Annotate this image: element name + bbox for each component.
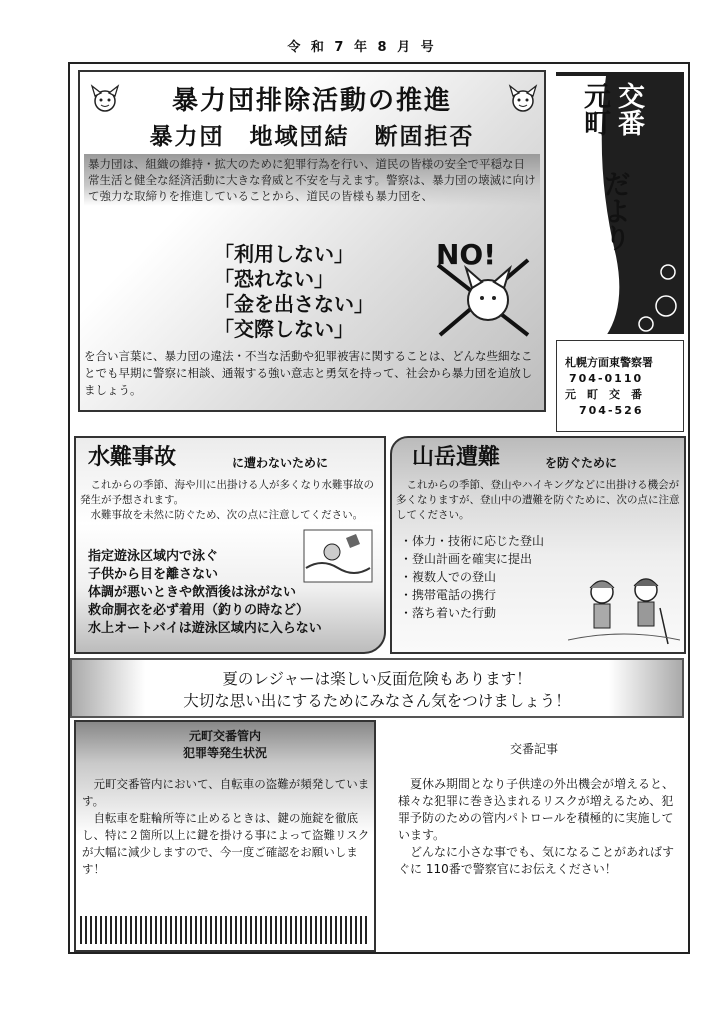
- no-mark: NO!: [436, 238, 497, 271]
- crime-title: [150, 728, 300, 762]
- hikers-illustration: [568, 568, 680, 648]
- slogan: 「交際しない」: [214, 317, 354, 341]
- mountain-title: 山岳遭難: [412, 445, 501, 470]
- banner-line: 大切な思い出にするためにみなさん気をつけましょう！: [183, 692, 571, 710]
- list-item: 子供から目を離さない: [88, 567, 219, 582]
- masthead-title-left: だより: [599, 170, 630, 251]
- issue-date: 令 和 7 年 8 月 号: [287, 40, 437, 55]
- masthead-title-mid: 交番: [613, 82, 644, 136]
- crime-title-line: 元町交番管内: [188, 729, 261, 743]
- list-item: 体調が悪いときや飲酒後は泳がない: [88, 585, 297, 600]
- stripe-decoration: [80, 916, 370, 944]
- water-tips: [88, 548, 384, 638]
- section-subtitle: 暴力団 地域団結 断固拒否: [149, 124, 475, 150]
- slogan-list: [214, 242, 404, 342]
- closing-text: を合い言葉に、暴力団の違法・不当な活動や犯罪被害に関することは、どんな些細なことでも早期に警察に相談、通報する強い意志と勇気を持って、社会から暴力団を追放しましょう。: [84, 349, 533, 397]
- crime-title-line: 犯罪等発生状況: [182, 746, 267, 760]
- section-title: 暴力団排除活動の推進: [171, 86, 452, 116]
- list-item: 救命胴衣を必ず着用（釣りの時など）: [88, 603, 310, 618]
- summer-banner: [70, 658, 684, 718]
- list-item: ・体力・技術に応じた登山: [400, 534, 545, 548]
- slogan: 「利用しない」: [214, 242, 354, 266]
- koban-name: 元 町 交 番: [565, 388, 642, 401]
- masthead-title-right: 元町: [579, 82, 610, 136]
- list-item: ・複数人での登山: [400, 570, 497, 584]
- news-title: 交番記事: [509, 742, 558, 756]
- slogan: 「恐れない」: [214, 267, 334, 291]
- station-name: 札幌方面東警察署: [565, 356, 653, 369]
- news-text: 夏休み期間となり子供達の外出機会が増えると、様々な犯罪に巻き込まれるリスクが増えるため、犯罪予防のための管内パトロールを積極的に実施しています。 どんなに小さな事でも、気になることがあればすぐに 110番で警察官にお伝えください！: [398, 777, 675, 876]
- banner-line: 夏のレジャーは楽しい反面危険もあります！: [222, 670, 532, 688]
- station-phone: 704-0110: [569, 372, 644, 385]
- list-item: ・落ち着いた行動: [400, 606, 497, 620]
- mountain-intro: これからの季節、登山やハイキングなどに出掛ける機会が多くなりますが、登山中の遭難を防ぐために、次の点に注意してください。: [396, 479, 680, 521]
- water-title: 水難事故: [88, 445, 177, 470]
- water-subtitle: に遭わないために: [232, 456, 329, 470]
- mountain-subtitle: を防ぐために: [545, 456, 618, 470]
- slogan: 「金を出さない」: [214, 292, 374, 316]
- intro-text: 暴力団は、組織の維持・拡大のために犯罪行為を行い、道民の皆様の安全で平穏な日常生活と健全な経済活動に大きな脅威と不安を与えます。警察は、暴力団の壊滅に向けて強力な取締りを推進していることから、道民の皆様も暴力団を、: [84, 154, 540, 206]
- water-intro: これからの季節、海や川に出掛ける人が多くなり水難事故の発生が予想されます。 水難事故を未然に防ぐため、次の点に注意してください。: [80, 479, 374, 521]
- crime-text: 元町交番管内において、自転車の盗難が頻発しています。 自転車を駐輪所等に止めるときは、鍵の施錠を徹底し、特に２箇所以上に鍵を掛ける事によって盗難リスクが大幅に減少しますので、今一度ご確認をお願いします！: [82, 777, 370, 876]
- list-item: ・登山計画を確実に提出: [400, 552, 533, 566]
- list-item: ・携帯電話の携行: [400, 588, 497, 602]
- koban-phone: 704-526: [579, 404, 644, 417]
- list-item: 指定遊泳区域内で泳ぐ: [88, 549, 219, 564]
- mountain-tips: [400, 532, 570, 622]
- contact-box: [556, 340, 684, 432]
- list-item: 水上オートバイは遊泳区域内に入らない: [88, 621, 322, 636]
- no-mascot-illustration: [428, 230, 538, 340]
